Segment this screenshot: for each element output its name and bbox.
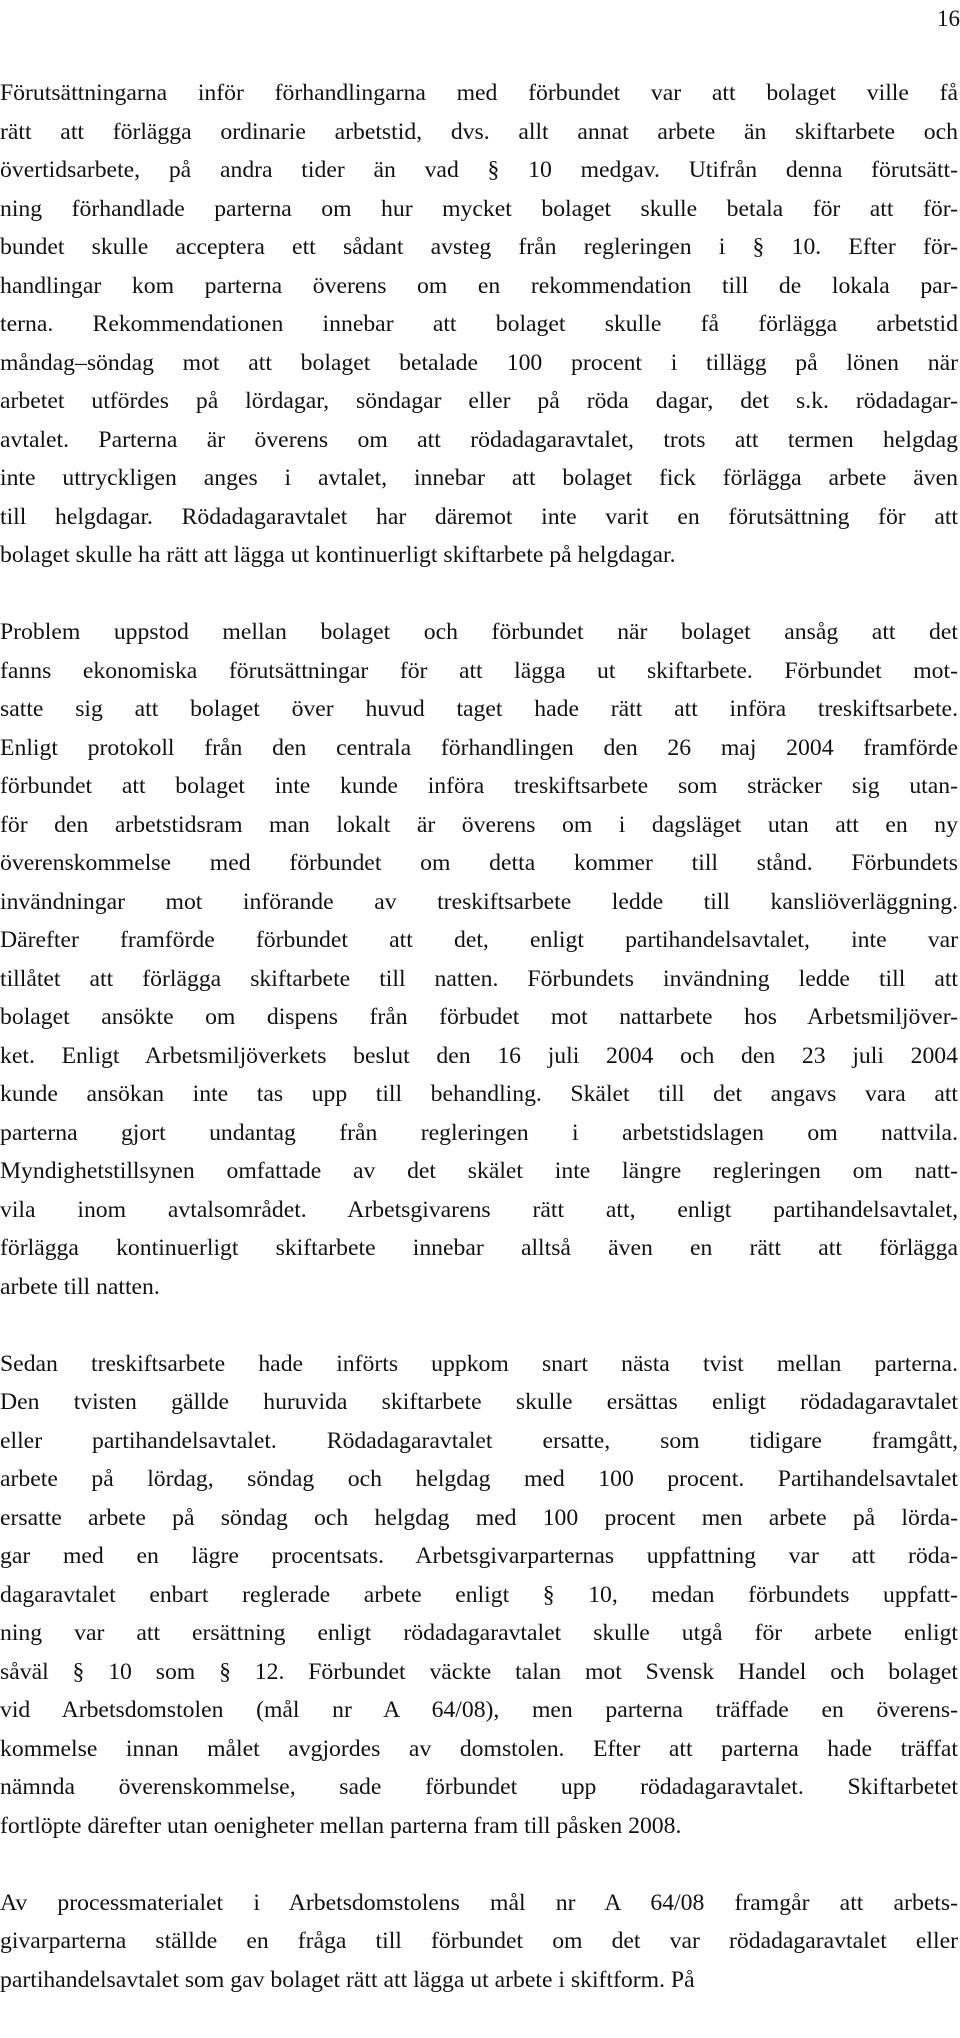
paragraph xyxy=(0,74,958,575)
paragraph xyxy=(0,1884,958,2000)
paragraph xyxy=(0,613,958,1306)
text-line: nämnda överenskommelse, sade förbundet upp rödadagaravtalet. Skiftarbetet xyxy=(0,1774,958,1800)
text-line: Av processmaterialet i Arbetsdomstolens mål nr A 64/08 framgår att arbets- xyxy=(0,1889,958,1916)
text-line: bolaget skulle ha rätt att lägga ut kontinuerligt skiftarbete på helgdagar. xyxy=(0,542,676,568)
text-line: dagaravtalet enbart reglerade arbete enligt § 10, medan förbundets uppfatt- xyxy=(0,1581,958,1608)
text-line: ersatte arbete på söndag och helgdag med 100 procent men arbete på lörda- xyxy=(0,1504,958,1531)
text-line: rätt att förlägga ordinarie arbetstid, dvs. allt annat arbete än skiftarbete och xyxy=(0,118,958,145)
text-line: Enligt protokoll från den centrala förhandlingen den 26 maj 2004 framförde xyxy=(0,734,958,761)
text-line: fortlöpte därefter utan oenigheter mellan parterna fram till påsken 2008. xyxy=(0,1812,682,1839)
page-number: 16 xyxy=(937,6,960,31)
text-line: såväl § 10 som § 12. Förbundet väckte talan mot Svensk Handel och bolaget xyxy=(0,1658,958,1685)
text-line: parterna gjort undantag från regleringen i arbetstidslagen om nattvila. xyxy=(0,1119,958,1146)
text-line: arbetet utfördes på lördagar, söndagar eller på röda dagar, det s.k. rödadagar- xyxy=(0,388,958,414)
paragraph xyxy=(0,1345,958,1846)
text-line: handlingar kom parterna överens om en rekommendation till de lokala par- xyxy=(0,272,958,299)
text-line: vid Arbetsdomstolen (mål nr A 64/08), men parterna träffade en överens- xyxy=(0,1697,958,1723)
text-line: måndag–söndag mot att bolaget betalade 100 procent i tillägg på lönen när xyxy=(0,349,958,376)
text-line: ning var att ersättning enligt rödadagaravtalet skulle utgå för arbete enligt xyxy=(0,1620,958,1646)
body-text xyxy=(0,74,958,2038)
text-line: Problem uppstod mellan bolaget och förbundet när bolaget ansåg att det xyxy=(0,619,958,645)
text-line: fanns ekonomiska förutsättningar för att lägga ut skiftarbete. Förbundet mot- xyxy=(0,657,958,684)
text-line: Förutsättningarna inför förhandlingarna med förbundet var att bolaget ville få xyxy=(0,80,958,106)
text-line: avtalet. Parterna är överens om att rödadagaravtalet, trots att termen helgdag xyxy=(0,426,958,453)
text-line: bundet skulle acceptera ett sådant avsteg från regleringen i § 10. Efter för- xyxy=(0,234,958,260)
text-line: Sedan treskiftsarbete hade införts uppkom snart nästa tvist mellan parterna. xyxy=(0,1350,958,1377)
text-line: vila inom avtalsområdet. Arbetsgivarens rätt att, enligt partihandelsavtalet, xyxy=(0,1196,958,1223)
text-line: inte uttryckligen anges i avtalet, innebar att bolaget fick förlägga arbete även xyxy=(0,465,958,491)
text-line: Därefter framförde förbundet att det, enligt partihandelsavtalet, inte var xyxy=(0,927,958,953)
text-line: arbete till natten. xyxy=(0,1273,160,1300)
text-line: överenskommelse med förbundet om detta kommer till stånd. Förbundets xyxy=(0,850,958,876)
text-line: satte sig att bolaget över huvud taget hade rätt att införa treskiftsarbete. xyxy=(0,696,958,722)
text-line: invändningar mot införande av treskiftsarbete ledde till kansliöverläggning. xyxy=(0,888,958,915)
text-line: Den tvisten gällde huruvida skiftarbete skulle ersättas enligt rödadagaravtalet xyxy=(0,1389,958,1415)
text-line: kommelse innan målet avgjordes av domstolen. Efter att parterna hade träffat xyxy=(0,1735,958,1762)
text-line: ning förhandlade parterna om hur mycket bolaget skulle betala för att för- xyxy=(0,195,958,222)
text-line: terna. Rekommendationen innebar att bolaget skulle få förlägga arbetstid xyxy=(0,311,958,337)
text-line: förbundet att bolaget inte kunde införa treskiftsarbete som sträcker sig utan- xyxy=(0,773,958,799)
text-line: bolaget ansökte om dispens från förbudet mot nattarbete hos Arbetsmiljöver- xyxy=(0,1004,958,1030)
text-line: partihandelsavtalet som gav bolaget rätt att lägga ut arbete i skiftform. På xyxy=(0,1966,695,1993)
text-line: till helgdagar. Rödadagaravtalet har däremot inte varit en förutsättning för att xyxy=(0,503,958,530)
text-line: förlägga kontinuerligt skiftarbete innebar alltså även en rätt att förlägga xyxy=(0,1235,958,1261)
text-line: eller partihandelsavtalet. Rödadagaravtalet ersatte, som tidigare framgått, xyxy=(0,1427,958,1454)
text-line: för den arbetstidsram man lokalt är överens om i dagsläget utan att en ny xyxy=(0,811,958,838)
text-line: ket. Enligt Arbetsmiljöverkets beslut den 16 juli 2004 och den 23 juli 2004 xyxy=(0,1042,958,1069)
text-line: tillåtet att förlägga skiftarbete till natten. Förbundets invändning ledde till att xyxy=(0,965,958,992)
text-line: gar med en lägre procentsats. Arbetsgivarparternas uppfattning var att röda- xyxy=(0,1543,958,1569)
text-line: arbete på lördag, söndag och helgdag med 100 procent. Partihandelsavtalet xyxy=(0,1466,958,1492)
text-line: kunde ansökan inte tas upp till behandling. Skälet till det angavs vara att xyxy=(0,1081,958,1107)
text-line: givarparterna ställde en fråga till förbundet om det var rödadagaravtalet eller xyxy=(0,1928,958,1954)
text-line: Myndighetstillsynen omfattade av det skälet inte längre regleringen om natt- xyxy=(0,1158,958,1184)
text-line: övertidsarbete, på andra tider än vad § 10 medgav. Utifrån denna förutsätt- xyxy=(0,157,958,183)
